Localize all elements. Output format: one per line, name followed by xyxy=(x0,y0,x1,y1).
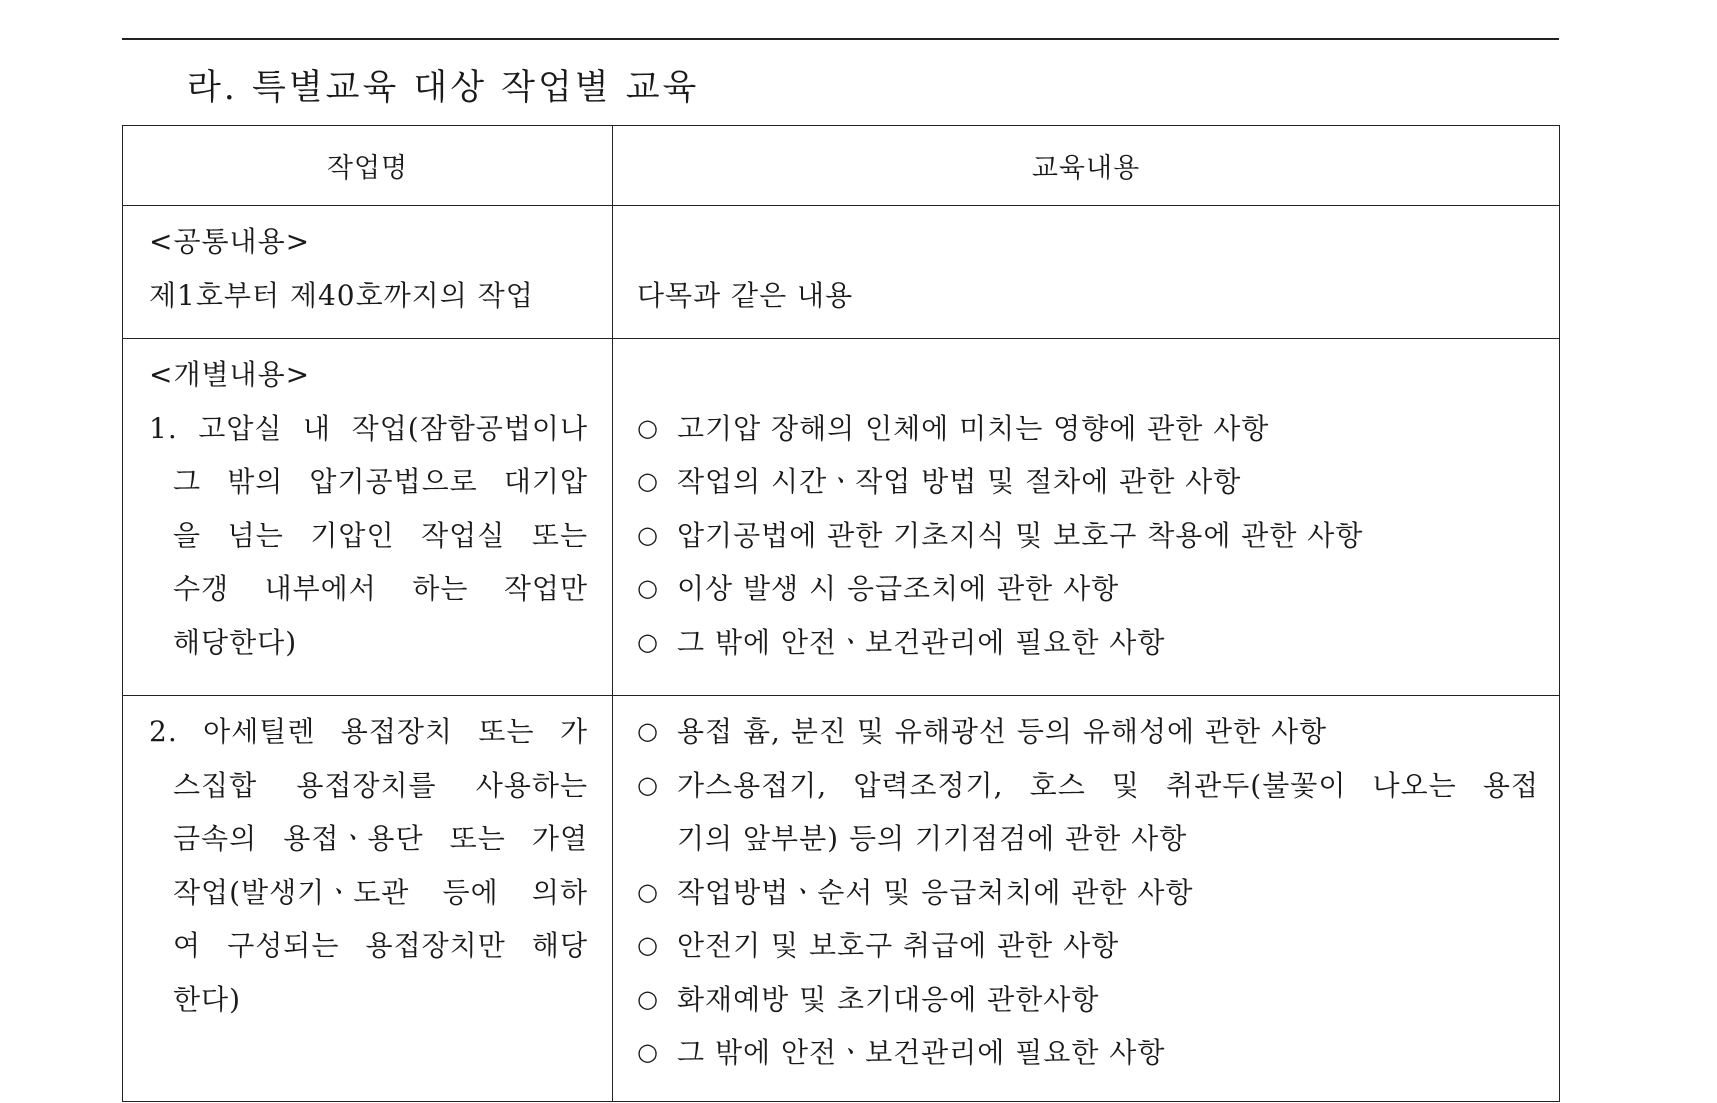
task2-line: 스집합 용접장치를 사용하는 xyxy=(173,768,588,802)
header-task: 작업명 xyxy=(123,126,613,206)
header-content: 교육내용 xyxy=(613,126,1560,206)
bullet-circle-icon: ○ xyxy=(637,413,659,442)
task2-line: 한다) xyxy=(173,982,242,1016)
list-item: ○ 안전기 및 보호구 취급에 관한 사항 xyxy=(637,919,1539,973)
list-item: ○ 용접 흄, 분진 및 유해광선 등의 유해성에 관한 사항 xyxy=(637,705,1539,759)
common-task-cell xyxy=(123,206,613,339)
task2-line: 2. 아세틸렌 용접장치 또는 가 xyxy=(149,715,588,748)
individual-heading: <개별내용> xyxy=(149,358,311,391)
common-task: 제1호부터 제40호까지의 작업 xyxy=(149,278,534,312)
task1-line: 해당한다) xyxy=(173,625,298,659)
list-item: ○ 압기공법에 관한 기초지식 및 보호구 착용에 관한 사항 xyxy=(637,509,1539,563)
list-item: ○ 가스용접기, 압력조정기, 호스 및 취관두(불꽃이 나오는 용접 xyxy=(637,759,1539,813)
common-content: 다목과 같은 내용 xyxy=(637,278,854,312)
task1-line: 을 넘는 기압인 작업실 또는 xyxy=(173,518,588,552)
task1-content-cell xyxy=(613,339,1560,696)
list-item: ○ 화재예방 및 초기대응에 관한사항 xyxy=(637,973,1539,1027)
task2-name-cell xyxy=(123,696,613,1102)
task1-name-cell xyxy=(123,339,613,696)
common-heading: <공통내용> xyxy=(149,225,311,258)
task2-line: 금속의 용접ㆍ용단 또는 가열 xyxy=(173,822,588,855)
bullet-circle-icon: ○ xyxy=(637,1038,659,1066)
task1-line: 그 밖의 압기공법으로 대기압 xyxy=(173,465,588,498)
bullet-circle-icon: ○ xyxy=(637,984,659,1013)
bullet-circle-icon: ○ xyxy=(637,931,659,959)
task2-content-cell xyxy=(613,696,1560,1102)
common-content-cell xyxy=(613,206,1560,339)
task1-line: 수갱 내부에서 하는 작업만 xyxy=(173,572,588,605)
list-item-continuation: 기의 앞부분) 등의 기기점검에 관한 사항 xyxy=(677,822,1188,855)
table-row-task2 xyxy=(123,696,1560,1102)
education-table xyxy=(122,125,1560,1102)
section-title: 라. 특별교육 대상 작업별 교육 xyxy=(187,68,700,108)
bullet-circle-icon: ○ xyxy=(637,717,659,745)
table-row-common xyxy=(123,206,1560,339)
bullet-circle-icon: ○ xyxy=(637,467,659,495)
bullet-circle-icon: ○ xyxy=(637,770,659,799)
task2-line: 여 구성되는 용접장치만 해당 xyxy=(173,929,588,962)
bullet-circle-icon: ○ xyxy=(637,877,659,906)
table-row-task1 xyxy=(123,339,1560,696)
bullet-circle-icon: ○ xyxy=(637,627,659,656)
task2-line: 작업(발생기ㆍ도관 등에 의하 xyxy=(173,875,588,909)
task1-line: 1. 고압실 내 작업(잠함공법이나 xyxy=(149,411,588,445)
bullet-circle-icon: ○ xyxy=(637,520,659,549)
list-item: ○ 작업의 시간ㆍ작업 방법 및 절차에 관한 사항 xyxy=(637,455,1539,509)
list-item: ○ 그 밖에 안전ㆍ보건관리에 필요한 사항 xyxy=(637,1026,1539,1080)
top-rule xyxy=(122,38,1559,40)
list-item: ○ 이상 발생 시 응급조치에 관한 사항 xyxy=(637,562,1539,616)
table-header-row xyxy=(123,126,1560,206)
bullet-circle-icon: ○ xyxy=(637,574,659,602)
list-item: ○ 그 밖에 안전ㆍ보건관리에 필요한 사항 xyxy=(637,616,1539,670)
list-item: ○ 작업방법ㆍ순서 및 응급처치에 관한 사항 xyxy=(637,866,1539,920)
list-item: ○ 고기압 장해의 인체에 미치는 영향에 관한 사항 xyxy=(637,402,1539,456)
